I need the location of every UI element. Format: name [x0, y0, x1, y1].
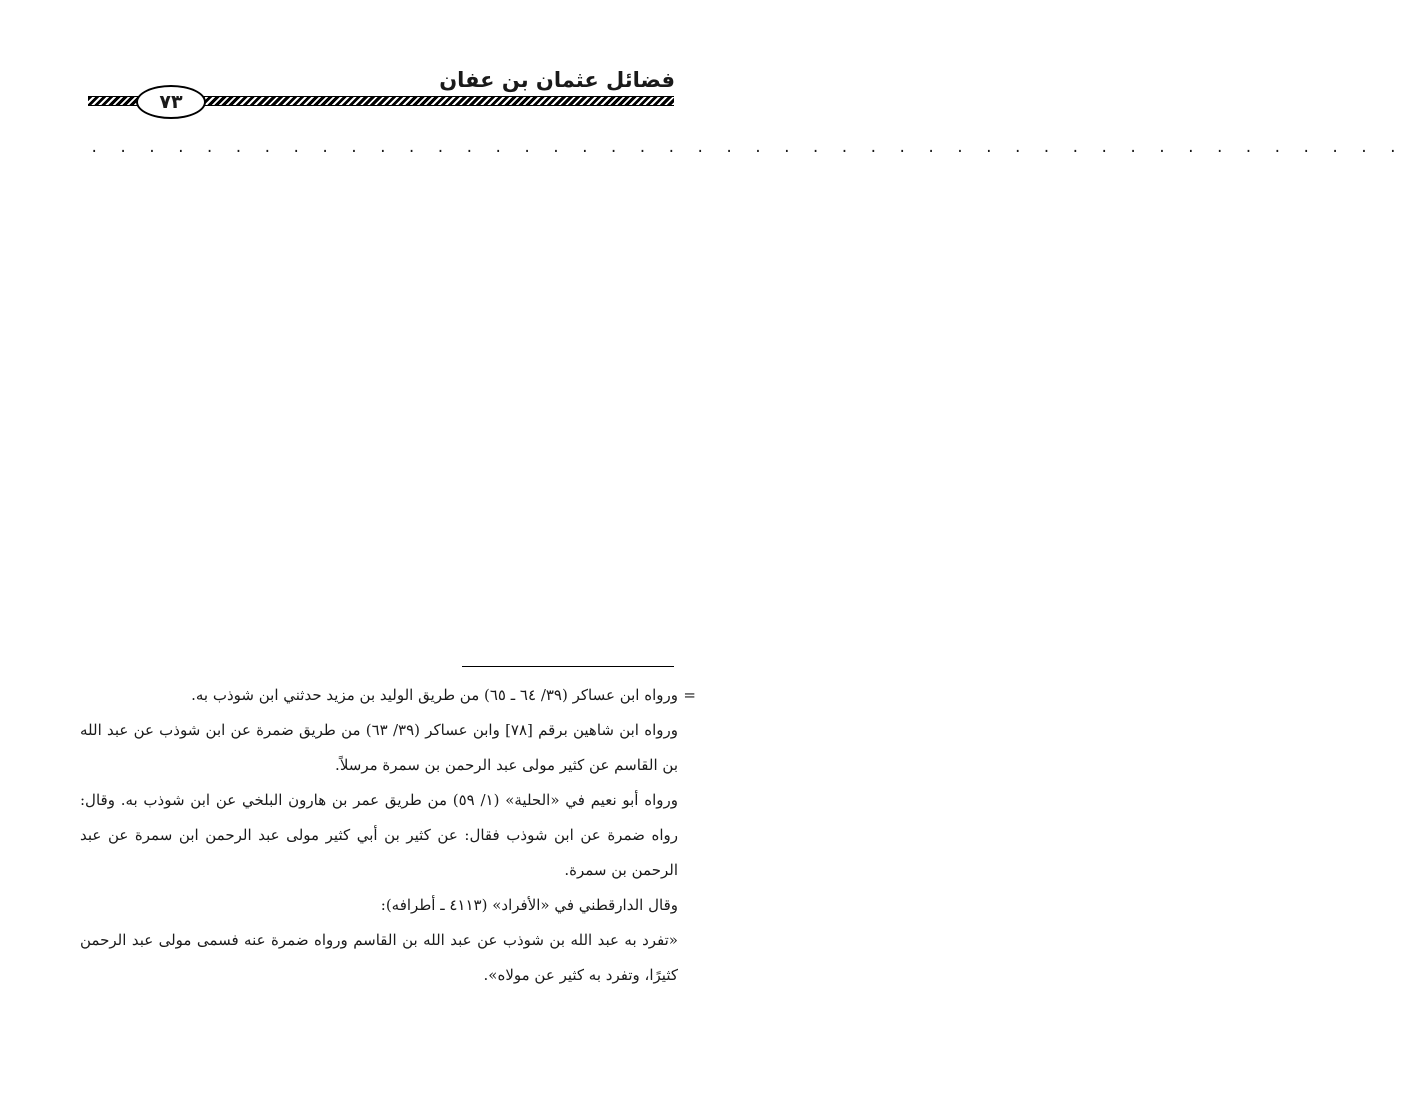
page-number: ٧٣: [136, 85, 206, 119]
dotted-separator: . . . . . . . . . . . . . . . . . . . . . . . . . . . . . . . . . . . . . . . . . . . . . .: [90, 140, 1403, 156]
page-title: فضائل عثمان بن عفان: [439, 68, 675, 92]
footnote-paragraph: ورواه ابن عساكر (٣٩/ ٦٤ ـ ٦٥) من طريق الوليد بن مزيد حدثني ابن شوذب به.: [191, 686, 678, 704]
footnotes: [80, 678, 696, 993]
footnote-paragraph: ورواه ابن شاهين برقم [٧٨] وابن عساكر (٣٩/ ٦٣) من طريق ضمرة عن ابن شوذب عن عبد الله بن القاسم عن كثير مولى عبد الرحمن بن سمرة مرسلاً.: [80, 721, 678, 774]
footnote-paragraph: ورواه أبو نعيم في «الحلية» (١/ ٥٩) من طريق عمر بن هارون البلخي عن ابن شوذب به. وقال: رواه ضمرة عن ابن شوذب فقال: عن كثير بن أبي كثير مولى عبد الرحمن ابن سمرة عن عبد الرحمن بن سمرة.: [80, 791, 678, 879]
continuation-mark: =: [683, 686, 696, 704]
footnote-paragraph: وقال الدارقطني في «الأفراد» (٤١١٣ ـ أطرافه):: [380, 896, 678, 914]
footnote-paragraph: «تفرد به عبد الله بن شوذب عن عبد الله بن القاسم ورواه ضمرة عنه فسمى مولى عبد الرحمن كثيرًا، وتفرد به كثير عن مولاه».: [80, 931, 678, 984]
footnote-rule: [462, 666, 674, 667]
